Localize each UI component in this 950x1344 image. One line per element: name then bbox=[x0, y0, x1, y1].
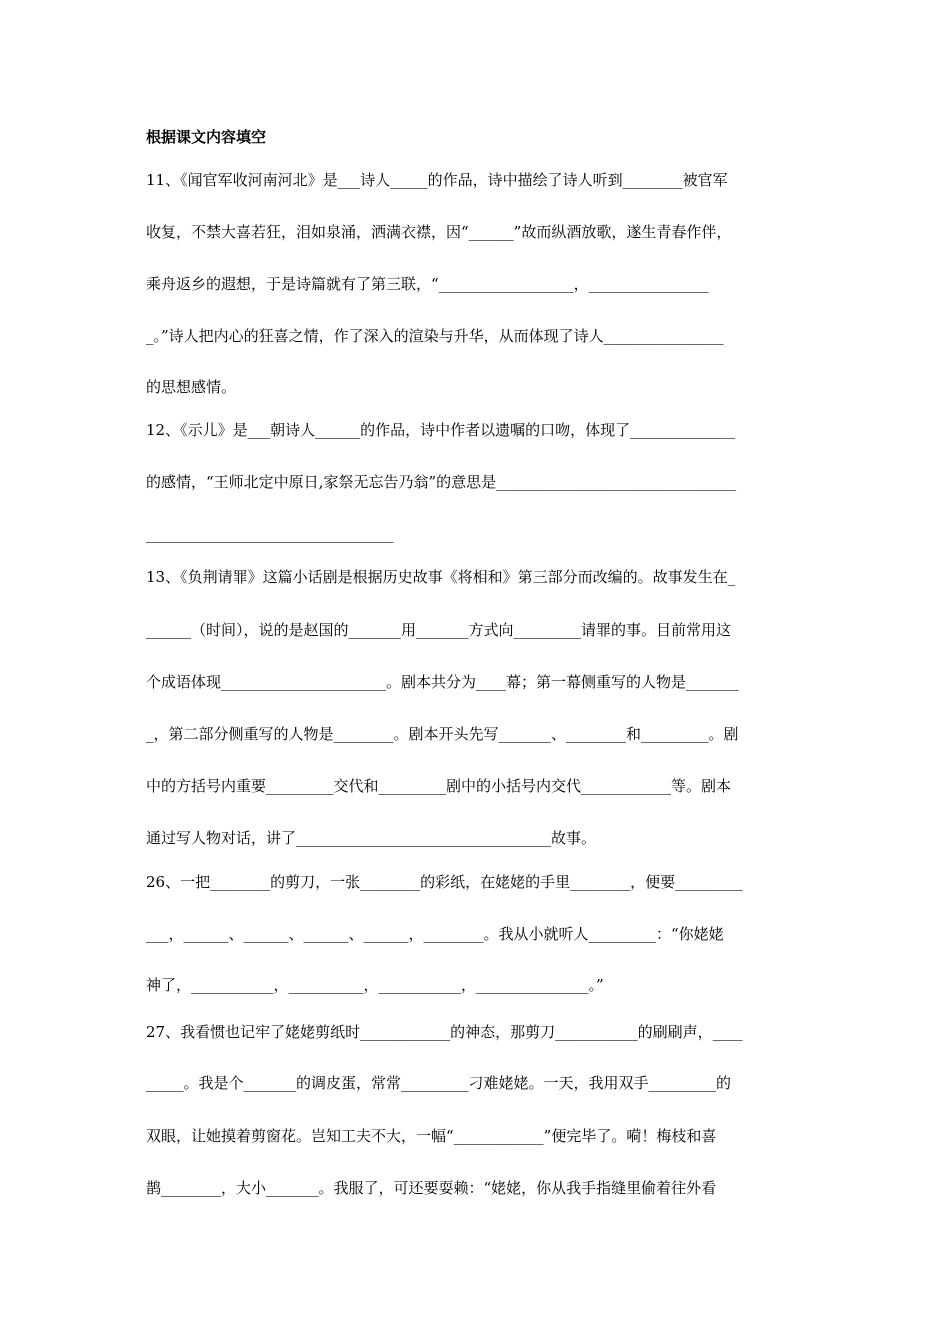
text-line: 乘舟返乡的遐想，于是诗篇就有了第三联，“__________________，________________ bbox=[146, 275, 709, 293]
text-line: 收复，不禁大喜若狂，泪如泉涌，洒满衣襟，因“______”故而纵酒放歌，遂生青春作伴， bbox=[146, 223, 732, 241]
section-title: 根据课文内容填空 bbox=[146, 128, 267, 146]
text-line: 中的方括号内重要_________交代和_________剧中的小括号内交代____________等。剧本 bbox=[146, 777, 732, 795]
text-line: 双眼，让她摸着剪窗花。岂知工夫不大，一幅“____________”便完毕了。嗬！梅枝和喜 bbox=[146, 1127, 717, 1145]
text-line: 26、一把________的剪刀，一张________的彩纸，在姥姥的手里________，便要_________ bbox=[146, 873, 743, 891]
text-line: 27、我看惯也记牢了姥姥剪纸时____________的神态，那剪刀___________的刷刷声，____ bbox=[146, 1023, 743, 1041]
text-line: 的思想感情。 bbox=[146, 378, 237, 396]
text-line: ___，______、______、______、______，________。我从小就听人_________：“你姥姥 bbox=[146, 925, 724, 943]
text-line: 12、《示儿》是___朝诗人______的作品，诗中作者以遗嘱的口吻，体现了______________ bbox=[146, 421, 736, 439]
text-line: _________________________________ bbox=[146, 525, 394, 543]
text-line: 个成语体现______________________。剧本共分为____幕；第一幕侧重写的人物是_______ bbox=[146, 673, 739, 691]
text-line: 的感情，“王师北定中原日,家祭无忘告乃翁”的意思是________________________________ bbox=[146, 473, 737, 491]
text-line: 通过写人物对话，讲了__________________________________故事。 bbox=[146, 829, 597, 847]
text-line: 鹊________，大小_______。我服了，可还要耍赖：“姥姥，你从我手指缝里偷着往外看 bbox=[146, 1179, 717, 1197]
text-line: 11、《闻官军收河南河北》是___诗人_____的作品，诗中描绘了诗人听到________被官军 bbox=[146, 171, 728, 189]
text-line: 神了，___________，__________，___________，_______________。” bbox=[146, 976, 604, 994]
text-line: _。”诗人把内心的狂喜之情，作了深入的渲染与升华，从而体现了诗人________________ bbox=[146, 327, 724, 345]
text-line: 13、《负荆请罪》这篇小话剧是根据历史故事《将相和》第三部分而改编的。故事发生在_ bbox=[146, 568, 736, 586]
text-line: ______（时间），说的是赵国的_______用_______方式向_________请罪的事。目前常用这 bbox=[146, 621, 732, 639]
text-line: _，第二部分侧重写的人物是________。剧本开头先写_______、________和_________。剧 bbox=[146, 725, 739, 743]
text-line: _____。我是个_______的调皮蛋，常常_________刁难姥姥。一天，我用双手_________的 bbox=[146, 1074, 732, 1092]
